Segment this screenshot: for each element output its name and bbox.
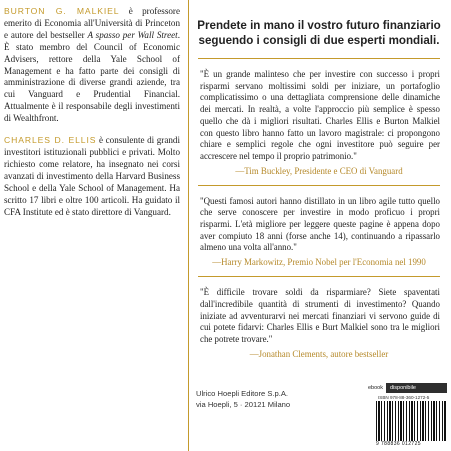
horizontal-rule bbox=[198, 185, 440, 186]
bio-text: è consulente di grandi investitori istituzionali pubblici e privati. Molto richiesto come relatore, ha insegnato nei corsi avanzati di investimento della Harvard Business School e della Yale School of Management. Ha scritto 17 libri e oltre 100 articoli. Ha guidato il CFA Institute ed è stato direttore di Vanguard. bbox=[4, 135, 180, 217]
isbn: ISBN 978-88-360-1272-5 bbox=[378, 395, 430, 400]
back-cover-blurbs bbox=[192, 18, 446, 368]
quote-attribution: —Jonathan Clements, autore bestseller bbox=[249, 348, 389, 359]
bio-text: . È stato membro del Council of Economic Advisers, rettore della Yale School of Management e ha fatto parte dei consigli di amministrazione di diverse grandi aziende, tra cui Vanguard e Prudential Financial. Attualmente è il responsabile degli investimenti di Wealthfront. bbox=[4, 29, 180, 124]
author-name: CHARLES D. ELLIS bbox=[4, 135, 97, 146]
book-title: A spasso per Wall Street bbox=[87, 29, 178, 40]
quote-attribution: —Tim Buckley, Presidente e CEO di Vanguard bbox=[235, 165, 403, 176]
publisher-info bbox=[196, 388, 290, 410]
quote-text: "È difficile trovare soldi da risparmiare? Siete spaventati dall'incredibile quantità di strumenti di investimento? Quando iniziate ad avventurarvi nei mercati finanziari vi servono guide di cui potete fidarvi: Charles Ellis e Burt Malkiel sono tra le migliori che potrete trovare." bbox=[200, 287, 440, 344]
ebook-label: ebook bbox=[368, 385, 383, 391]
vertical-divider bbox=[188, 0, 189, 451]
bio-text: è professore emerito di Economia all'Università di Princeton e autore del bestseller bbox=[4, 6, 180, 40]
quote-text: "Questi famosi autori hanno distillato in un libro agile tutto quello che serve conoscere per investire in modo proficuo i propri risparmi. L'età migliore per leggere queste pagine è appena dopo aver compiuto 18 anni (forse anche 14), continuando a ripassarlo almeno una volta all'anno." bbox=[200, 195, 440, 253]
barcode-icon bbox=[376, 401, 446, 441]
publisher-name: Ulrico Hoepli Editore S.p.A. bbox=[196, 389, 289, 398]
ebook-availability-badge: disponibile bbox=[386, 383, 447, 393]
author-bios bbox=[4, 6, 180, 228]
quote-attribution: —Harry Markowitz, Premio Nobel per l'Economia nel 1990 bbox=[212, 257, 426, 268]
horizontal-rule bbox=[198, 276, 440, 277]
quote-text: "È un grande malinteso che per investire con successo i propri risparmi servano moltissimi soldi per iniziare, un portafoglio complicatissimo o una dettagliata comprensione delle dinamiche dei mercati. In realtà, a volte l'approccio più semplice è spesso quello che dà i migliori risultati. Charles Ellis e Burton Malkiel con questo libro hanno fatto un lavoro magistrale: ci propongono chiare e semplici regole che ogni investitore può seguire per accrescere nel tempo il proprio patrimonio." bbox=[200, 69, 440, 161]
author-name: BURTON G. MALKIEL bbox=[4, 6, 120, 16]
horizontal-rule bbox=[198, 58, 440, 59]
bio-ellis bbox=[4, 135, 180, 218]
barcode-digits: 9 788836 012725 bbox=[376, 441, 421, 447]
headline: Prendete in mano il vostro futuro finanziario seguendo i consigli di due esperti mondiali. bbox=[197, 19, 441, 47]
ebook-box bbox=[368, 383, 447, 449]
ebook-bar bbox=[368, 383, 447, 393]
bio-malkiel bbox=[4, 6, 180, 125]
publisher-address: via Hoepli, 5 · 20121 Milano bbox=[196, 400, 291, 409]
